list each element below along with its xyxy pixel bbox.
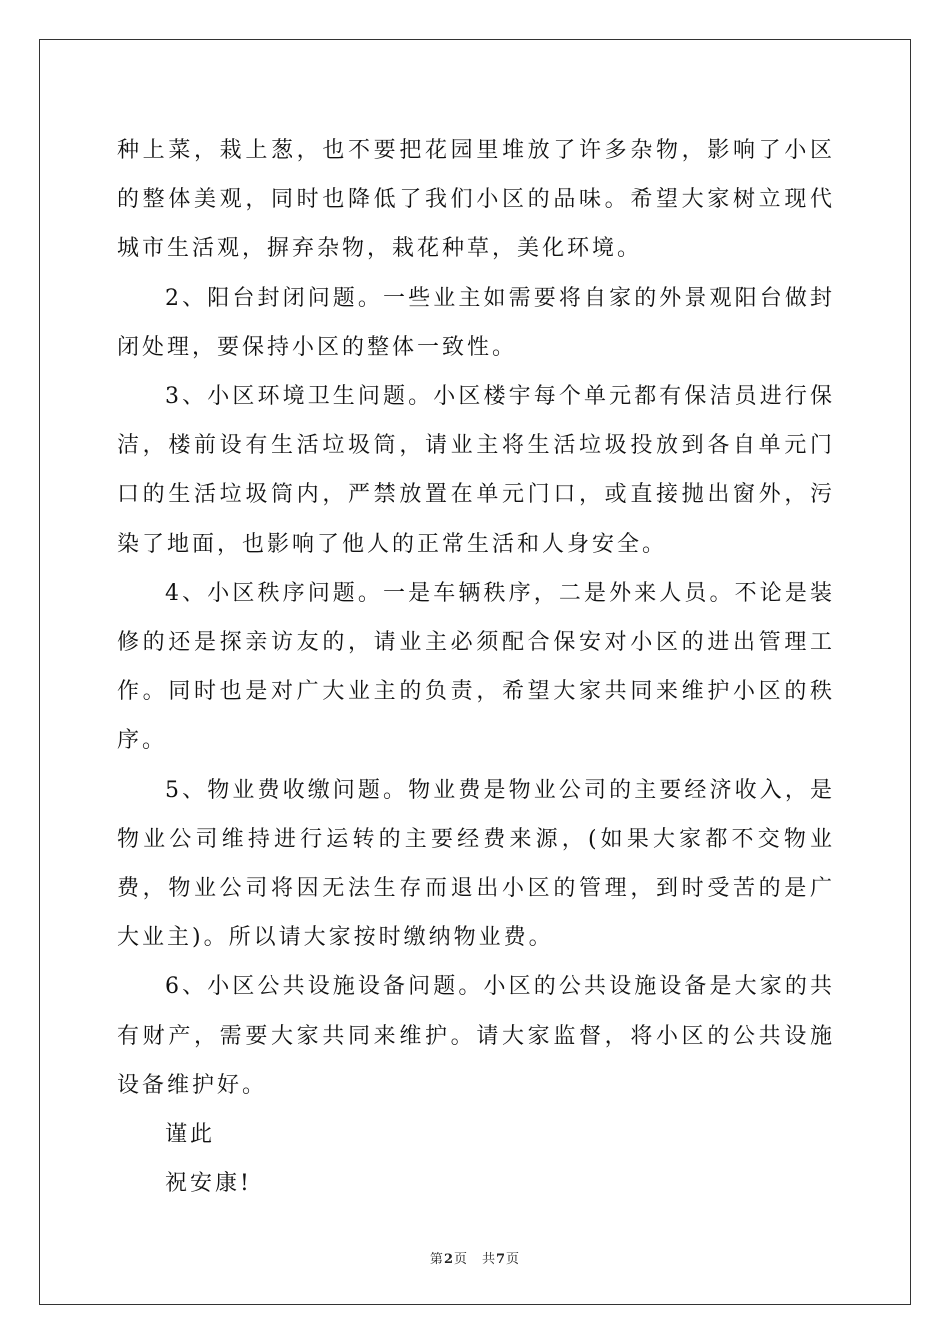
page-label-mid: 页 共 — [453, 1252, 496, 1267]
page-total-number: 7 — [496, 1252, 507, 1267]
paragraph-garden-clutter: 种上菜，栽上葱，也不要把花园里堆放了许多杂物，影响了小区的整体美观，同时也降低了我们小区的品味。希望大家树立现代城市生活观，摒弃杂物，栽花种草，美化环境。 — [117, 138, 835, 262]
document-body — [117, 126, 835, 1208]
paragraph-property-fee: 5、物业费收缴问题。物业费是物业公司的主要经济收入，是物业公司维持进行运转的主要经费来源，(如果大家都不交物业费，物业公司将因无法生存而退出小区的管理，到时受苦的是广大业主)。所以请大家按时缴纳物业费。 — [117, 777, 835, 951]
paragraph-order: 4、小区秩序问题。一是车辆秩序，二是外来人员。不论是装修的还是探亲访友的，请业主必须配合保安对小区的进出管理工作。同时也是对广大业主的负责，希望大家共同来维护小区的秩序。 — [117, 580, 835, 754]
closing-wishes: 祝安康! — [165, 1171, 252, 1197]
page-current-number: 2 — [443, 1252, 454, 1267]
page-footer — [0, 1248, 950, 1267]
paragraph-balcony-enclosure: 2、阳台封闭问题。一些业主如需要将自家的外景观阳台做封闭处理，要保持小区的整体一致性。 — [117, 285, 835, 360]
page-label-prefix: 第 — [429, 1252, 444, 1267]
page-label-suffix: 页 — [506, 1252, 521, 1267]
paragraph-sanitation: 3、小区环境卫生问题。小区楼宇每个单元都有保洁员进行保洁，楼前设有生活垃圾筒，请业主将生活垃圾投放到各自单元门口的生活垃圾筒内，严禁放置在单元门口，或直接抛出窗外，污染了地面，也影响了他人的正常生活和人身安全。 — [117, 384, 835, 557]
paragraph-public-facilities: 6、小区公共设施设备问题。小区的公共设施设备是大家的共有财产，需要大家共同来维护。请大家监督，将小区的公共设施设备维护好。 — [117, 974, 835, 1098]
closing-phrase: 谨此 — [165, 1122, 216, 1148]
